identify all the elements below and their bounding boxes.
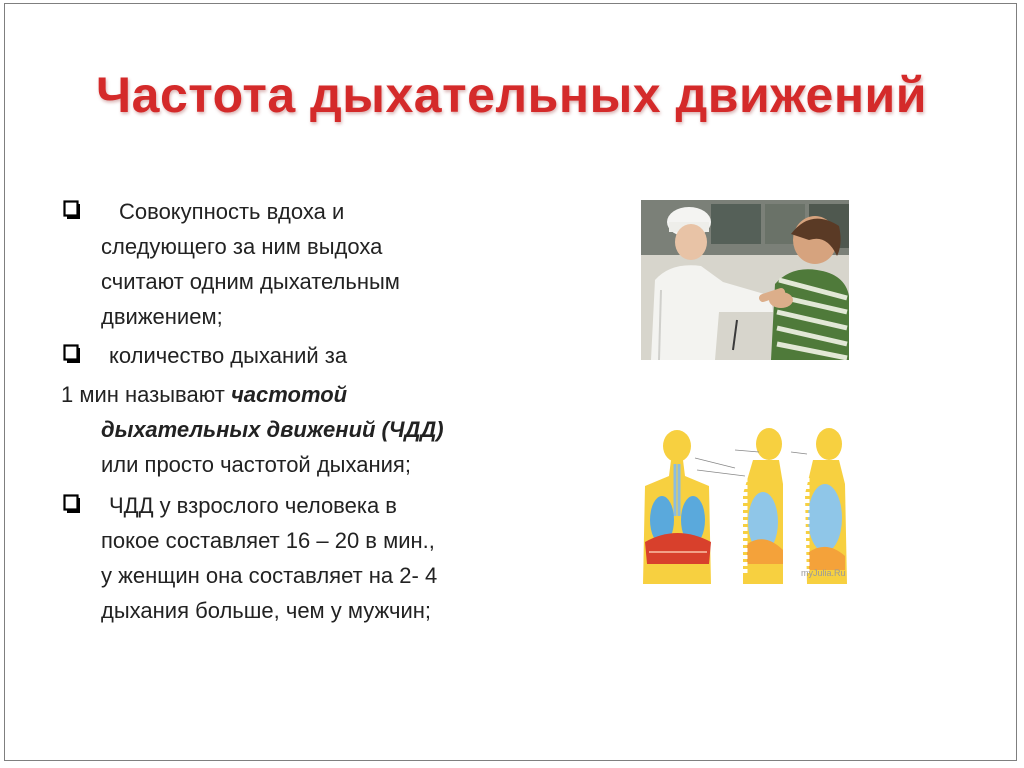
bullet-item-1-line: следующего за ним выдоха [101,234,383,259]
text-item-3-emphasis: частотой [230,382,348,407]
nurse-patient-photo [641,200,849,360]
bullet-item-2-line: количество дыханий за [109,343,348,368]
bullet-item-1-line: считают одним дыхательным [101,269,400,294]
text-item-3-plain: 1 мин называют [61,382,231,407]
breathing-diagram [635,424,865,594]
slide-title: Частота дыхательных движений [96,67,927,123]
watermark-text: myJulia.Ru [801,568,846,578]
bullet-item-1 [61,194,531,334]
bullet-item-4-line: у женщин она составляет на 2- 4 [101,563,438,588]
checkbox-bullet-icon [63,493,82,516]
checkbox-bullet-icon [63,343,82,366]
bullet-item-4-line: покое составляет 16 – 20 в мин., [101,528,435,553]
bullet-item-4-line: ЧДД у взрослого человека в [109,493,397,518]
text-item-3-line3: или просто частотой дыхания; [101,452,411,477]
bullet-item-2 [61,338,531,373]
bullet-item-4-line: дыхания больше, чем у мужчин; [101,598,432,623]
text-item-3-emphasis-line2: дыхательных движений (ЧДД) [101,417,444,442]
bullet-item-4 [61,488,531,628]
bullet-item-1-line: Совокупность вдоха и [119,199,345,224]
checkbox-bullet-icon [63,199,82,222]
slide [4,3,1017,761]
bullet-item-1-line: движением; [101,304,223,329]
text-item-3 [61,377,531,482]
slide-body [61,194,531,628]
